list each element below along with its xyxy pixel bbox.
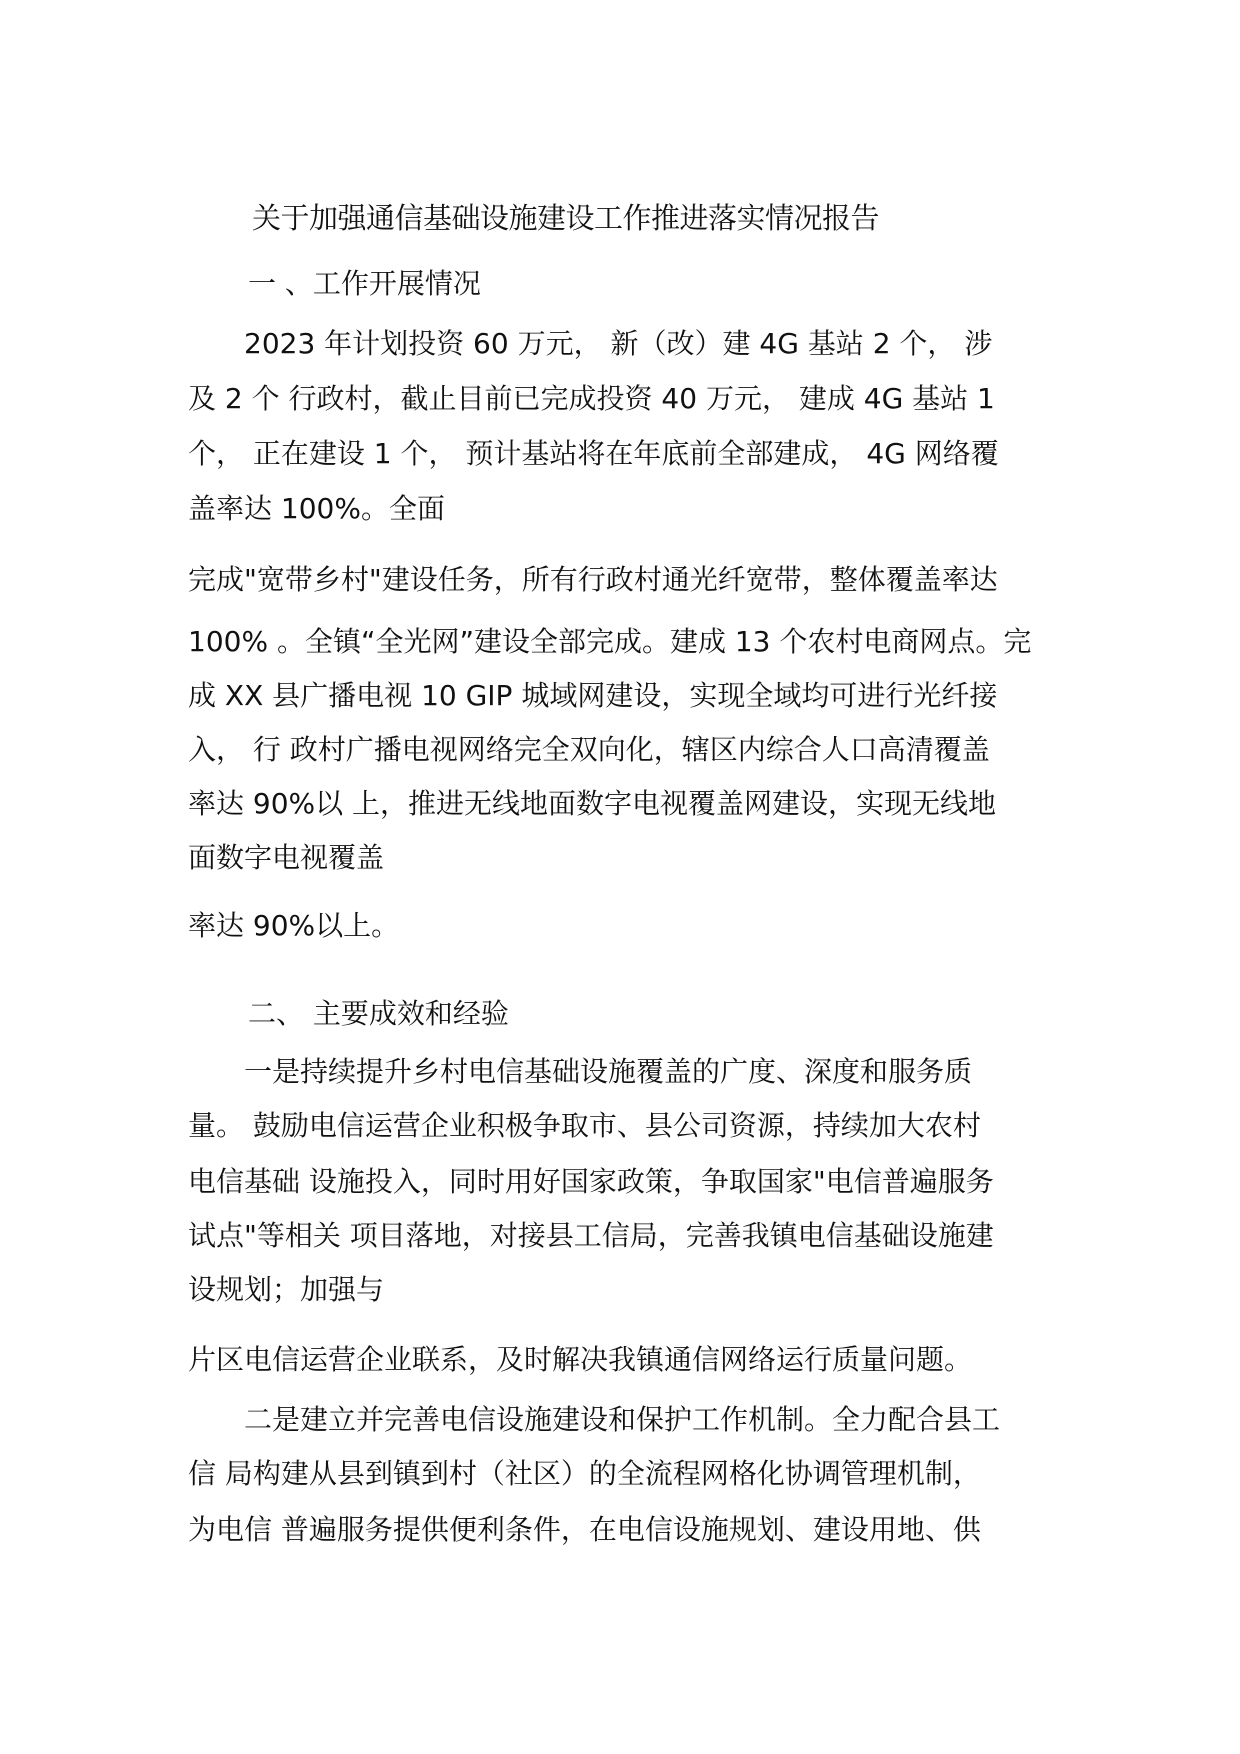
section-1-heading: 一 、工作开展情况 [248,267,481,300]
paragraph-line: 二是建立并完善电信设施建设和保护工作机制。全力配合县工 [244,1403,1001,1436]
paragraph-line: 入， 行 政村广播电视网络完全双向化，辖区内综合人口高清覆盖 [188,733,990,766]
paragraph-line: 量。 鼓励电信运营企业积极争取市、县公司资源，持续加大农村 [188,1109,981,1142]
paragraph-line: 率达 90%以 上，推进无线地面数字电视覆盖网建设，实现无线地 [188,787,997,820]
paragraph-line: 2023 年计划投资 60 万元， 新（改）建 4G 基站 2 个， 涉 [244,327,993,360]
paragraph-line: 完成"宽带乡村"建设任务，所有行政村通光纤宽带，整体覆盖率达 [188,563,998,596]
document-title: 关于加强通信基础设施建设工作推进落实情况报告 [252,201,880,235]
paragraph-line: 设规划；加强与 [188,1273,385,1306]
paragraph-line: 100% 。全镇“全光网”建设全部完成。建成 13 个农村电商网点。完 [188,625,1032,658]
paragraph-line: 片区电信运营企业联系，及时解决我镇通信网络运行质量问题。 [188,1343,973,1376]
paragraph-line: 盖率达 100%。全面 [188,492,445,525]
paragraph-line: 为电信 普遍服务提供便利条件，在电信设施规划、建设用地、供 [188,1513,981,1546]
paragraph-line: 信 局构建从县到镇到村（社区）的全流程网格化协调管理机制， [188,1457,981,1490]
paragraph-line: 率达 90%以上。 [188,909,400,942]
paragraph-line: 一是持续提升乡村电信基础设施覆盖的广度、深度和服务质 [244,1055,973,1088]
paragraph-line: 及 2 个 行政村，截止目前已完成投资 40 万元， 建成 4G 基站 1 [188,382,995,415]
paragraph-line: 个， 正在建设 1 个， 预计基站将在年底前全部建成， 4G 网络覆 [188,437,999,470]
section-2-heading: 二、 主要成效和经验 [248,997,509,1030]
paragraph-line: 面数字电视覆盖 [188,841,385,874]
paragraph-line: 成 XX 县广播电视 10 GIP 城域网建设，实现全域均可进行光纤接 [188,679,998,712]
paragraph-line: 电信基础 设施投入，同时用好国家政策，争取国家"电信普遍服务 [188,1165,994,1198]
paragraph-line: 试点"等相关 项目落地，对接县工信局，完善我镇电信基础设施建 [188,1219,994,1252]
